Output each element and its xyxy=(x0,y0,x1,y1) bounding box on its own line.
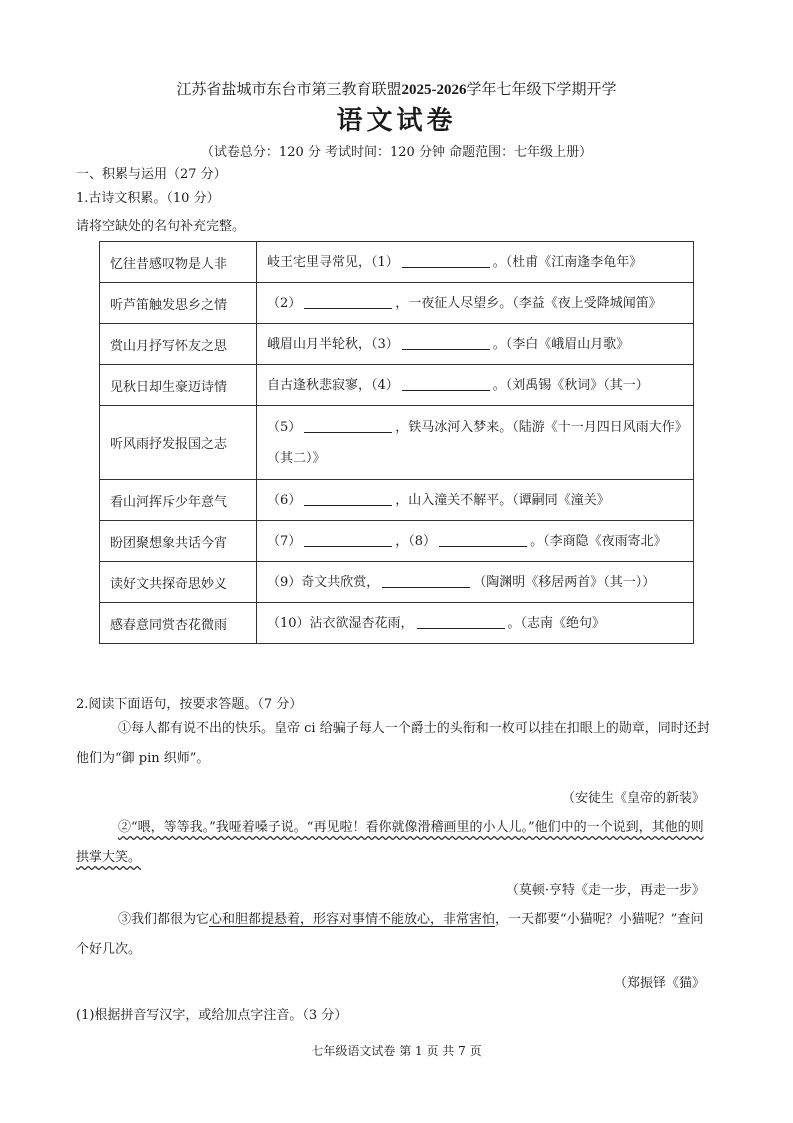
line-post: 。（杜甫《江南逢李龟年》 xyxy=(492,254,643,270)
poem-content xyxy=(257,406,694,480)
page-footer: 七年级语文试卷 第 1 页 共 7 页 xyxy=(311,1044,482,1058)
line-post: 。（李商隐《夜雨寄北》 xyxy=(530,533,667,549)
line-pre: 峨眉山月半轮秋，（3） xyxy=(267,336,399,352)
poem-theme: 忆往昔感叹物是人非 xyxy=(100,242,257,283)
line-mid: ，（8） xyxy=(395,533,437,549)
poem-row xyxy=(100,406,694,480)
line-post: 。（志南《绝句》 xyxy=(507,615,606,631)
header-line1: 江苏省盐城市东台市第三教育联盟2025-2026学年七年级下学期开学 xyxy=(176,80,617,98)
poem-content xyxy=(257,521,694,562)
question-1-title: 1.古诗文积累。（10 分） xyxy=(76,191,220,206)
answer-blank[interactable] xyxy=(304,418,392,433)
passage-2 xyxy=(76,813,716,873)
line-post: ，山入潼关不解平。（谭嗣同《潼关》 xyxy=(395,492,610,508)
poem-content xyxy=(257,242,694,283)
poem-row xyxy=(100,324,694,365)
line-post: 。（刘禹锡《秋词》（其一） xyxy=(492,377,649,393)
answer-blank[interactable] xyxy=(382,573,470,588)
poem-content xyxy=(257,603,694,644)
poem-content xyxy=(257,324,694,365)
answer-blank[interactable] xyxy=(402,253,490,268)
answer-blank[interactable] xyxy=(402,335,490,350)
poem-theme: 感春意同赏杏花微雨 xyxy=(100,603,257,644)
passage-3-source: （郑振铎《猫》 xyxy=(613,976,705,991)
poem-content xyxy=(257,480,694,521)
line-post: ，铁马冰河入梦来。（陆游《十一月四日风雨大作》（其二）》 xyxy=(267,419,682,466)
line-pre: （9）奇文共欣赏， xyxy=(267,574,380,590)
poem-theme: 听风雨抒发报国之志 xyxy=(100,406,257,480)
line-pre: （10）沾衣欲湿杏花雨， xyxy=(267,615,414,631)
poem-theme: 听芦笛触发思乡之情 xyxy=(100,283,257,324)
line-post: ，一夜征人尽望乡。（李益《夜上受降城闻笛》 xyxy=(395,295,662,311)
line-pre: （6） xyxy=(267,492,302,508)
poem-content xyxy=(257,365,694,406)
line-pre: 自古逢秋悲寂寥，（4） xyxy=(267,377,399,393)
poem-table xyxy=(99,241,694,644)
poem-content xyxy=(257,562,694,603)
line-pre: （7） xyxy=(267,533,302,549)
answer-blank[interactable] xyxy=(304,294,392,309)
poem-row xyxy=(100,365,694,406)
answer-blank[interactable] xyxy=(402,376,490,391)
answer-blank[interactable] xyxy=(417,614,505,629)
question-2-1: (1)根据拼音写汉字，或给加点字注音。（3 分） xyxy=(76,1008,348,1023)
line-pre: 岐王宅里寻常见，（1） xyxy=(267,254,399,270)
poem-row xyxy=(100,283,694,324)
poem-theme: 盼团聚想象共话今宵 xyxy=(100,521,257,562)
answer-blank[interactable] xyxy=(439,532,527,547)
passage-3: ③我们都很为它心和胆都提悬着，形容对事情不能放心，非常害怕，一天都要“小猫呢？小猫呢？”查问个好几次。 xyxy=(76,912,704,957)
answer-blank[interactable] xyxy=(304,532,392,547)
poem-row xyxy=(100,603,694,644)
line-pre: （2） xyxy=(267,295,302,311)
poem-theme: 看山河挥斥少年意气 xyxy=(100,480,257,521)
line-pre: （5） xyxy=(267,419,302,435)
poem-row xyxy=(100,521,694,562)
poem-row xyxy=(100,562,694,603)
passage-2-text: ②“喂，等等我。”我哑着嗓子说。“再见啦！看你就像滑稽画里的小人儿。”他们中的一个说到，其他的则拱掌大笑。 xyxy=(76,820,704,865)
question-1-instruction: 请将空缺处的名句补充完整。 xyxy=(76,219,246,234)
poem-theme: 赏山月抒写怀友之思 xyxy=(100,324,257,365)
answer-blank[interactable] xyxy=(304,491,392,506)
line-post: 。（李白《峨眉山月歌》 xyxy=(492,336,630,352)
passage-1: ①每人都有说不出的快乐。皇帝 ci 给骗子每人一个爵士的头衔和一枚可以挂在扣眼上的勋章，同时还封他们为“御 pin 织师”。 xyxy=(76,721,710,766)
poem-theme: 读好文共探奇思妙义 xyxy=(100,562,257,603)
poem-row xyxy=(100,480,694,521)
line-post: （陶渊明《移居两首》（其一）） xyxy=(473,574,656,590)
passage-3-underlined: 心和胆都提悬着，形容对事情不能放心，非常害怕 xyxy=(209,912,496,927)
poem-theme: 见秋日却生豪迈诗情 xyxy=(100,365,257,406)
exam-info: （试卷总分：120 分 考试时间：120 分钟 命题范围：七年级上册） xyxy=(200,145,593,160)
passage-2-source: （莫顿·亨特《走一步，再走一步》 xyxy=(505,883,705,898)
question-2-title: 2.阅读下面语句，按要求答题。（7 分） xyxy=(76,697,303,712)
section-heading: 一、积累与运用（27 分） xyxy=(76,167,227,182)
passage-1-source: （安徒生《皇帝的新装》 xyxy=(561,791,705,806)
page-title: 语文试卷 xyxy=(336,106,457,136)
poem-row xyxy=(100,242,694,283)
poem-content xyxy=(257,283,694,324)
